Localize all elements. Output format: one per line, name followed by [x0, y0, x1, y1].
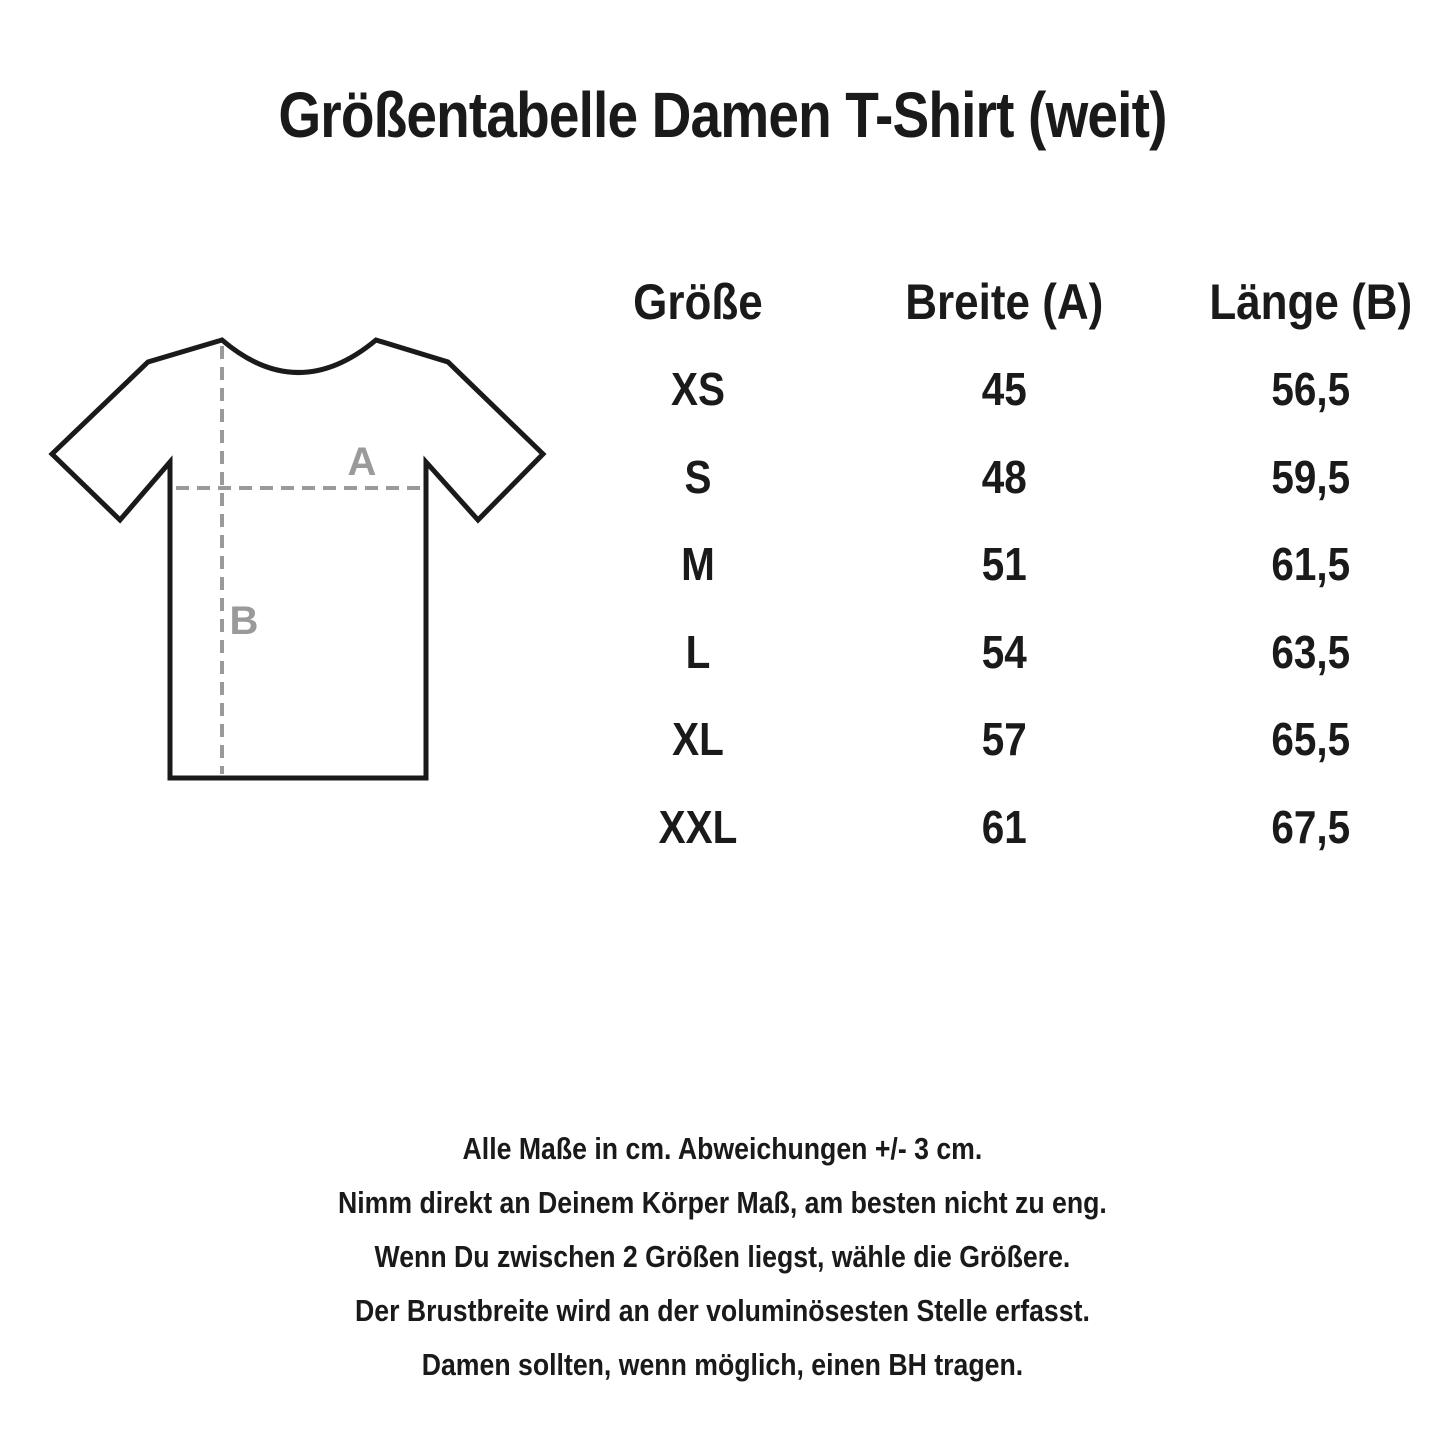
cell-size: M: [681, 538, 715, 591]
cell-width: 57: [981, 713, 1027, 766]
header-width: Breite (A): [905, 273, 1104, 330]
cell-width: 45: [981, 363, 1027, 416]
cell-size: XL: [672, 713, 724, 766]
header-length: Länge (B): [1209, 273, 1413, 330]
cell-length: 63,5: [1271, 625, 1351, 678]
cell-length: 59,5: [1271, 450, 1351, 503]
note-line: Der Brustbreite wird an der voluminösesten Stelle erfasst.: [354, 1293, 1090, 1328]
size-table: [590, 258, 1440, 871]
cell-width: 61: [981, 800, 1027, 853]
cell-length: 65,5: [1271, 713, 1351, 766]
table-row: [590, 608, 1440, 696]
table-row: [590, 521, 1440, 609]
table-row: [590, 346, 1440, 434]
table-row: [590, 783, 1440, 871]
cell-size: L: [685, 625, 711, 678]
cell-length: 67,5: [1271, 800, 1351, 853]
cell-size: S: [684, 450, 712, 503]
cell-length: 56,5: [1271, 363, 1351, 416]
note-line: Damen sollten, wenn möglich, einen BH tragen.: [421, 1347, 1024, 1382]
cell-width: 51: [981, 538, 1027, 591]
measure-label-b: B: [229, 599, 259, 643]
cell-length: 61,5: [1271, 538, 1351, 591]
cell-size: XXL: [658, 800, 738, 853]
measure-label-a: A: [347, 440, 377, 484]
table-header-row: [590, 258, 1440, 346]
note-line: Alle Maße in cm. Abweichungen +/- 3 cm.: [462, 1131, 983, 1166]
tshirt-outline: [52, 340, 543, 778]
tshirt-diagram: [40, 330, 560, 790]
note-line: Wenn Du zwischen 2 Größen liegst, wähle die Größere.: [374, 1239, 1071, 1274]
notes-block: [0, 1122, 1445, 1392]
table-row: [590, 433, 1440, 521]
cell-width: 54: [981, 625, 1027, 678]
cell-width: 48: [981, 450, 1027, 503]
table-row: [590, 696, 1440, 784]
page-title: Größentabelle Damen T-Shirt (weit): [278, 79, 1167, 151]
note-line: Nimm direkt an Deinem Körper Maß, am besten nicht zu eng.: [337, 1185, 1107, 1220]
header-size: Größe: [633, 273, 763, 330]
cell-size: XS: [670, 363, 725, 416]
